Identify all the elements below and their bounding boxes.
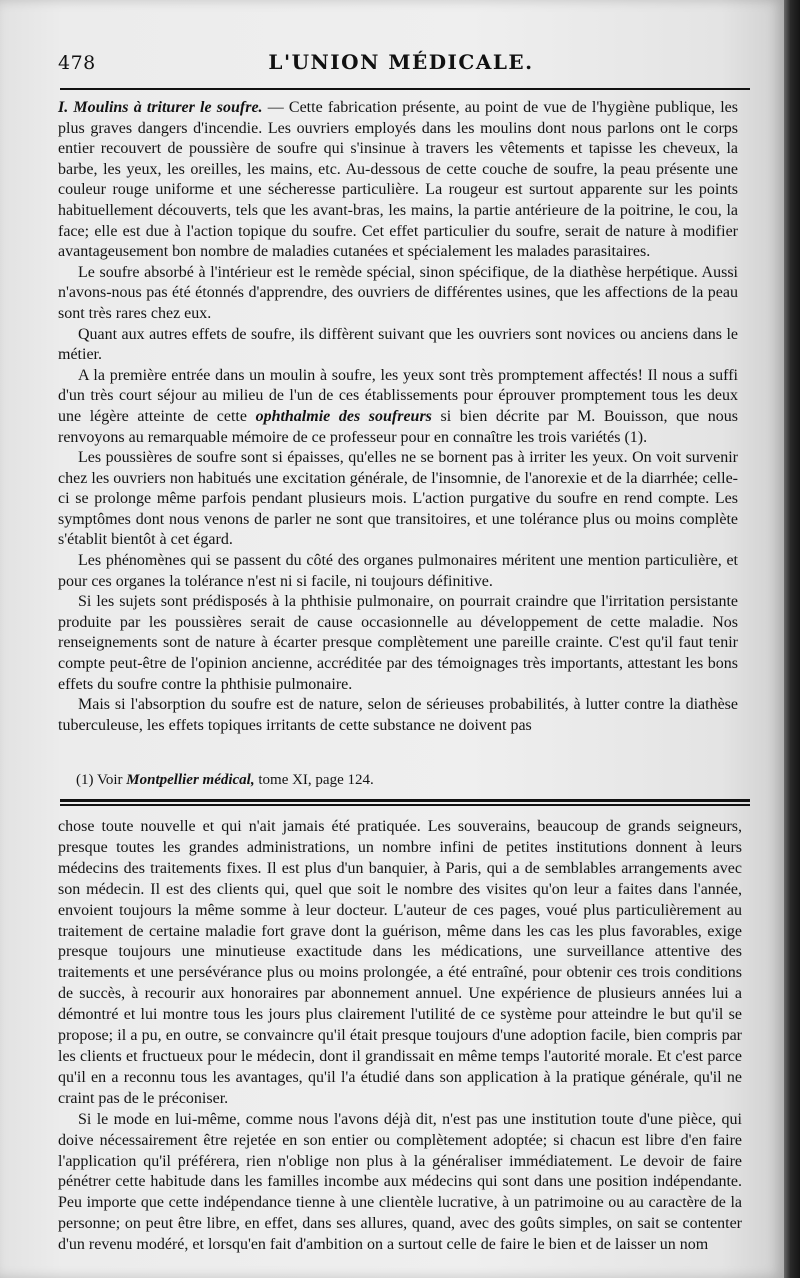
article-paragraph bbox=[58, 98, 738, 263]
feuilleton-paragraph: chose toute nouvelle et qui n'ait jamais été pratiquée. Les souverains, beaucoup de grands seigneurs, presque toutes les grandes administrations, un nombre infini de petites institutions donnent à leurs médecins des traitements fixes. Il est plus d'un banquier, à Paris, qui a de semblables arrangements avec son médecin. Il est des clients qui, quel que soit le nombre des visites qu'on leur a faites dans l'année, envoient toujours la même somme à leur docteur. L'auteur de ces pages, voué plus particulièrement au traitement de certaine maladie fort grave dont la guérison, même dans les cas les plus favorables, exige presque toujours une minutieuse exactitude dans les médications, une surveillance attentive des traitements et une persévérance plus ou moins prolongée, a été entraîné, pour obtenir ces trois conditions de succès, à recourir aux honoraires par abonnement annuel. Une expérience de plusieurs années lui a démontré et lui montre tous les jours plus clairement l'utilité de ce système pour atteindre le but qu'il se propose; il a pu, en outre, se convaincre qu'il était presque toujours d'une adoption facile, bien compris par les clients et fructueux pour le médecin, dont il grandissait en même temps l'autorité morale. Et c'est parce qu'il en a reconnu tous les avantages, qu'il l'a étudié dans son application à la pratique générale, qu'il ne craint pas de le préconiser. bbox=[58, 818, 742, 1107]
footnote-source: Montpellier médical, bbox=[126, 772, 255, 788]
article-body bbox=[58, 98, 738, 736]
feuilleton-rule bbox=[60, 804, 750, 806]
section-title: I. Moulins à triturer le soufre. bbox=[58, 99, 263, 116]
feuilleton-body bbox=[58, 817, 742, 1256]
article-paragraph: Mais si l'absorption du soufre est de nature, selon de sérieuses probabilités, à lutter contre la diathèse tuberculeuse, les effets topiques irritants de cette substance ne doivent pas bbox=[58, 696, 738, 734]
article-paragraph: Si les sujets sont prédisposés à la phthisie pulmonaire, on pourrait craindre que l'irritation persistante produite par les poussières serait de cause occasionnelle au développement de cette maladie. Nos renseignements sont de nature à écarter presque complètement une pareille crainte. C'est qu'il faut tenir compte peut-être de l'opinion ancienne, accréditée par des témoignages très importants, attestant les bons effets du soufre contre la phthisie pulmonaire. bbox=[58, 593, 738, 693]
article-paragraph: Les poussières de soufre sont si épaisses, qu'elles ne se bornent pas à irriter les yeux. On voit survenir chez les ouvriers non habitués une excitation générale, de l'insomnie, de l'anorexie et de la diarrhée; celle-ci se prolonge même parfois pendant plusieurs mois. L'action purgative du soufre en rend compte. Les symptômes dont nous venons de parler ne sont que transitoires, et une tolérance plus ou moins complète s'établit bientôt à cet égard. bbox=[58, 449, 738, 549]
footnote bbox=[76, 772, 736, 789]
emphasized-term: ophthalmie des soufreurs bbox=[255, 407, 432, 425]
running-head bbox=[58, 48, 744, 78]
feuilleton-rule bbox=[60, 799, 750, 802]
feuilleton-paragraph: Si le mode en lui-même, comme nous l'avons déjà dit, n'est pas une institution toute d'une pièce, qui doive nécessairement être rejetée en son entier ou complètement adoptée; si chacun est libre d'en faire l'application qu'il préférera, rien n'oblige non plus à la généraliser immédiatement. Le devoir de faire pénétrer cette habitude dans les familles incombe aux médecins qui sont dans une position indépendante. Peu importe que cette indépendance tienne à une clientèle lucrative, à un patrimoine ou au caractère de la personne; on peut être libre, en effet, dans ses allures, quand, avec des goûts simples, on sait se contenter d'un revenu modéré, et lorsqu'en fait d'ambition on a surtout celle de faire le bien et de laisser un nom bbox=[58, 1110, 742, 1254]
footnote-prefix: (1) Voir bbox=[76, 772, 127, 788]
paragraph-text: si bien décrite par M. Bouisson, que nous renvoyons au remarquable mémoire de ce professeur pour en connaître les trois variétés (1). bbox=[58, 407, 739, 446]
paragraph-text: — Cette fabrication présente, au point de vue de l'hygiène publique, les plus graves dangers d'incendie. Les ouvriers employés dans les moulins dont nous parlons ont le corps entier recouvert de poussière de soufre qui s'insinue à travers les vêtements et tapisse les cheveux, la barbe, les yeux, les oreilles, les mains, etc. Au-dessous de cette couche de soufre, la peau présente une couleur rouge uniforme et une sécheresse particulière. La rougeur est surtout apparente sur les points habituellement découverts, tels que les avant-bras, les mains, la partie antérieure de la poitrine, le cou, la face; elle est due à l'action topique du soufre. Cet effet particulier du soufre, serait de nature à modifier avantageusement bon nombre de maladies cutanées et spécialement les malades parasitaires. bbox=[58, 99, 738, 261]
page-number: 478 bbox=[58, 52, 96, 74]
paragraph-text: A la première entrée dans un moulin à soufre, les yeux sont très promptement affectés! Il nous a suffi d'un très court séjour au milieu de l'un de ces établissements pour éprouver promptement tous les deux une légère atteinte de cette bbox=[58, 366, 738, 425]
article-paragraph bbox=[58, 366, 738, 448]
journal-title: L'UNION MÉDICALE. bbox=[268, 50, 534, 74]
book-gutter bbox=[784, 0, 800, 1278]
article-paragraph: Les phénomènes qui se passent du côté des organes pulmonaires méritent une mention particulière, et pour ces organes la tolérance n'est ni si facile, ni toujours définitive. bbox=[58, 552, 738, 590]
article-paragraph: Quant aux autres effets de soufre, ils diffèrent suivant que les ouvriers sont novices ou anciens dans le métier. bbox=[58, 325, 738, 364]
header-rule bbox=[60, 88, 750, 90]
article-paragraph: Le soufre absorbé à l'intérieur est le remède spécial, sinon spécifique, de la diathèse herpétique. Aussi n'avons-nous pas été étonnés d'apprendre, des ouvriers de différentes usines, que les affections de la peau sont très rares chez eux. bbox=[58, 263, 738, 322]
footnote-rest: tome XI, page 124. bbox=[254, 772, 374, 788]
